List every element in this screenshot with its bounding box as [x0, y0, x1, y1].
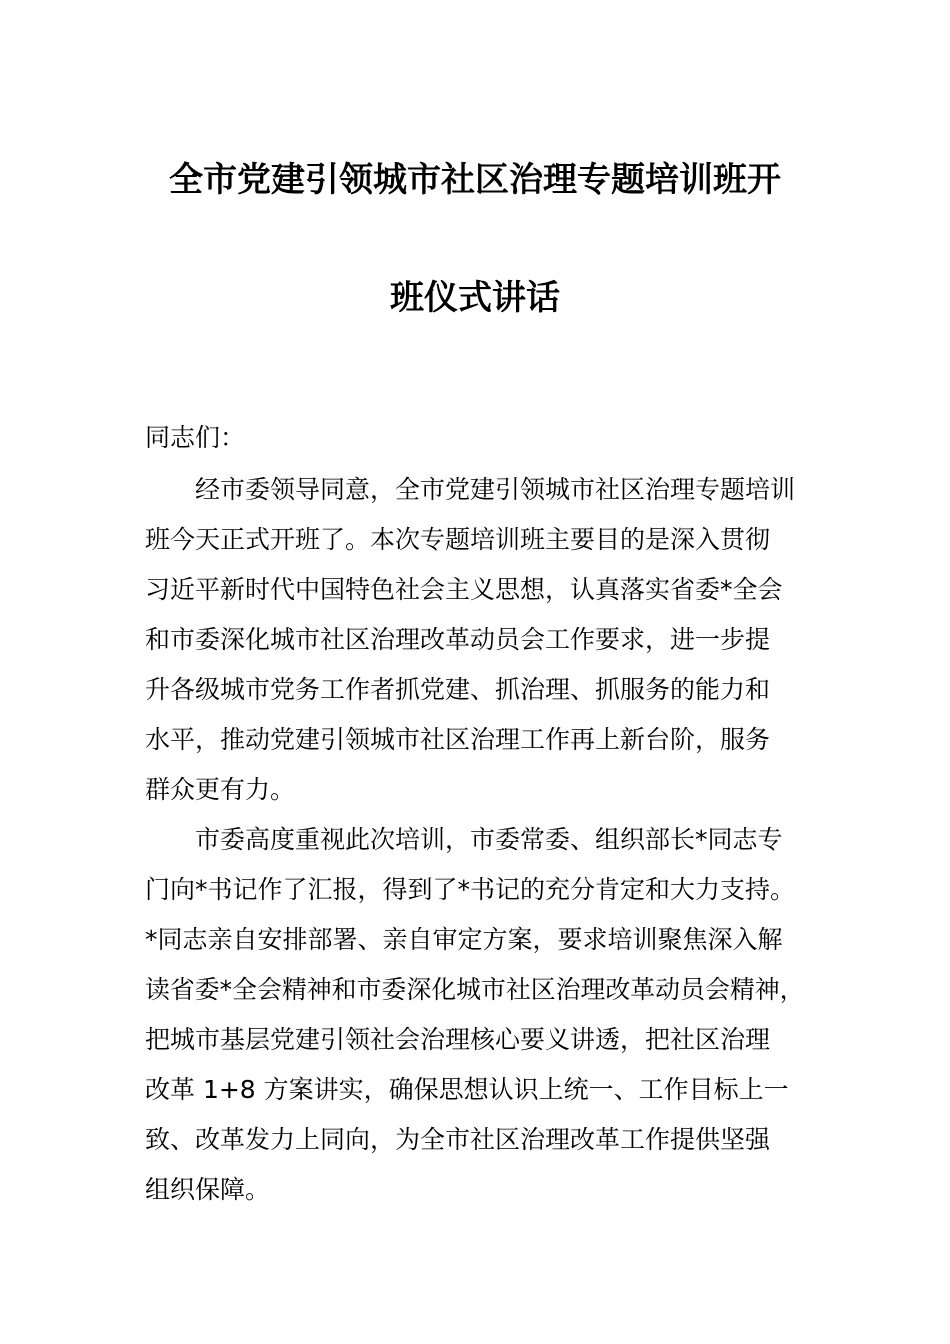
- paragraph-1-line: 水平，推动党建引领城市社区治理工作再上新台阶，服务: [145, 725, 771, 754]
- paragraph-1-line: 经市委领导同意，全市党建引领城市社区治理专题培训: [145, 475, 796, 504]
- paragraph-2-line: 致、改革发力上同向，为全市社区治理改革工作提供坚强: [145, 1125, 771, 1154]
- paragraph-1-line: 习近平新时代中国特色社会主义思想，认真落实省委*全会: [145, 575, 783, 604]
- paragraph-1-line: 群众更有力。: [145, 775, 296, 804]
- paragraph-2-line: 读省委*全会精神和市委深化城市社区治理改革动员会精神，: [145, 975, 805, 1004]
- salutation: 同志们：: [145, 423, 246, 452]
- paragraph-1-line: 班今天正式开班了。本次专题培训班主要目的是深入贯彻: [145, 525, 771, 554]
- paragraph-2-line: *同志亲自安排部署、亲自审定方案，要求培训聚焦深入解: [145, 925, 783, 954]
- document-title-line-2: 班仪式讲话: [390, 278, 560, 318]
- paragraph-2-line: 改革 1+8 方案讲实，确保思想认识上统一、工作目标上一: [145, 1075, 789, 1104]
- paragraph-2-line: 市委高度重视此次培训，市委常委、组织部长*同志专: [145, 825, 783, 854]
- paragraph-2-line: 门向*书记作了汇报，得到了*书记的充分肯定和大力支持。: [145, 875, 796, 904]
- paragraph-1-line: 升各级城市党务工作者抓党建、抓治理、抓服务的能力和: [145, 675, 771, 704]
- paragraph-2-line: 组织保障。: [145, 1175, 271, 1204]
- paragraph-2-line: 把城市基层党建引领社会治理核心要义讲透，把社区治理: [145, 1025, 771, 1054]
- paragraph-1-line: 和市委深化城市社区治理改革动员会工作要求，进一步提: [145, 625, 771, 654]
- document-title-line-1: 全市党建引领城市社区治理专题培训班开: [169, 160, 781, 200]
